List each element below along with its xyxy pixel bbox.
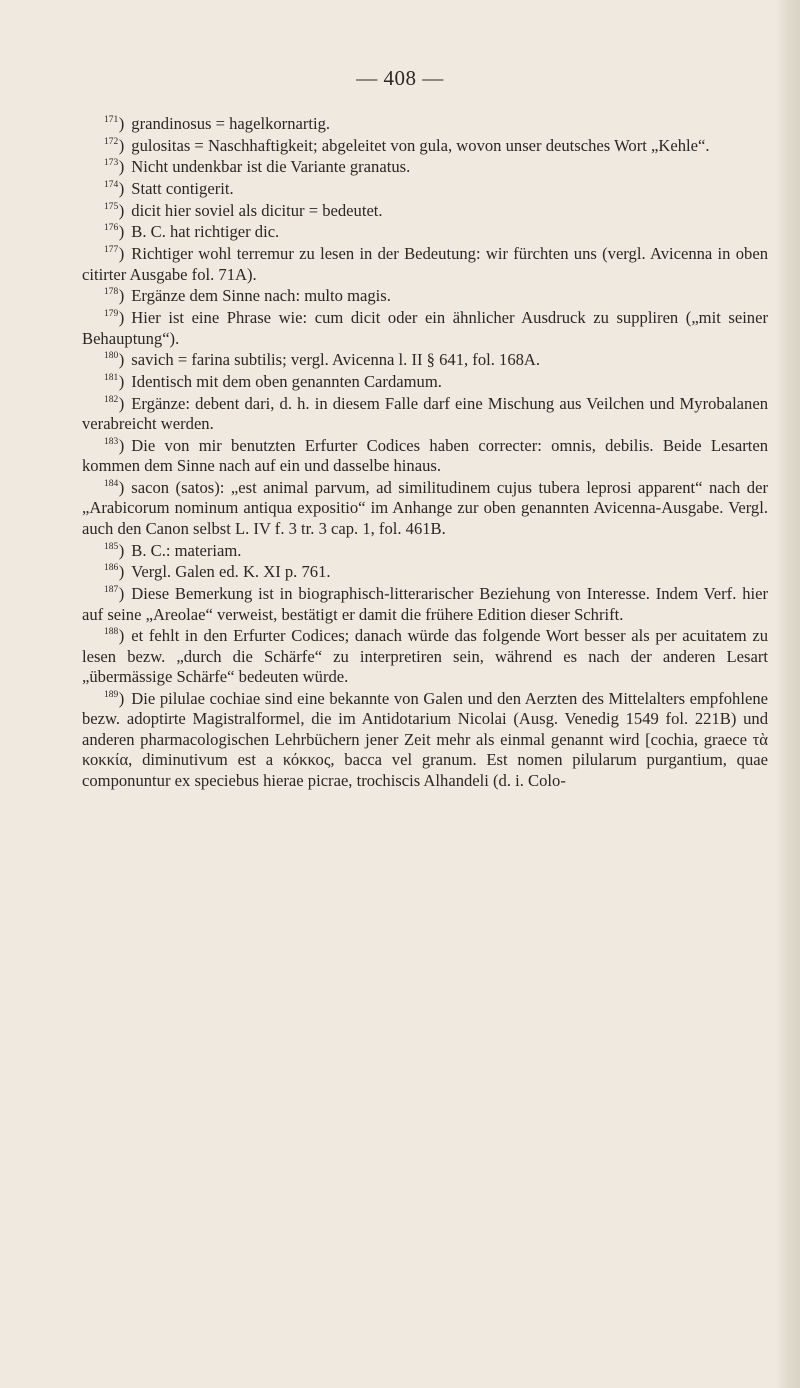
footnote-177: $^{177}$) Richtiger wohl terremur zu lesen in der Bedeutung: wir fürchten uns (vergl. Avicenna in oben citirter Ausgabe fol. 71A). bbox=[82, 244, 768, 284]
footnote-text: B. C.: materiam. bbox=[131, 540, 242, 560]
footnote-187: $^{187}$) Diese Bemerkung ist in biographisch-litterarischer Beziehung von Interesse. Indem Verf. hier auf seine „Areolae“ verweist, bestätigt er damit die frühere Edition dieser Schrift. bbox=[82, 584, 768, 624]
footnote-184: $^{184}$) sacon (satos): „est animal parvum, ad similitudinem cujus tubera leprosi apparent“ nach der „Arabicorum nominum antiqua expositio“ im Anhange zur oben genannten Avicenna-Ausgabe. Vergl. auch den Canon selbst L. IV f. 3 tr. 3 cap. 1, fol. 461B. bbox=[82, 477, 768, 538]
footnote-text: B. C. hat richtiger dic. bbox=[131, 222, 280, 242]
footnote-number: 174 bbox=[104, 180, 119, 191]
footnote-182: $^{182}$) Ergänze: debent dari, d. h. in diesem Falle darf eine Mischung aus Veilchen und Myrobalanen verabreicht werden. bbox=[82, 393, 768, 434]
footnote-number: 172 bbox=[104, 136, 119, 147]
footnote-180: $^{180}$) savich = farina subtilis; vergl. Avicenna l. II § 641, fol. 168A. bbox=[104, 350, 541, 370]
footnote-171: $^{171}$) grandinosus = hagelkornartig. bbox=[104, 114, 331, 133]
footnote-text: et fehlt in den Erfurter Codices; danach würde das folgende Wort besser als per acuitatem zu lesen bezw. „durch die Schärfe“ zu interpretiren sein, während es nach der anderen Lesart „übermässige Schärfe“ bedeuten würde. bbox=[82, 626, 768, 687]
footnote-text: Nicht undenkbar ist die Variante granatus. bbox=[131, 157, 411, 177]
page-number: — 408 — bbox=[356, 66, 444, 90]
footnote-number: 181 bbox=[104, 372, 119, 383]
footnote-174: $^{174}$) Statt contigerit. bbox=[104, 179, 234, 199]
footnote-number: 184 bbox=[104, 478, 119, 489]
footnote-number: 175 bbox=[104, 201, 119, 212]
footnote-number: 182 bbox=[104, 394, 119, 405]
footnote-173: $^{173}$) Nicht undenkbar ist die Variante granatus. bbox=[104, 157, 411, 177]
footnote-number: 186 bbox=[104, 563, 119, 574]
footnote-text: Statt contigerit. bbox=[131, 179, 234, 199]
footnote-number: 178 bbox=[104, 287, 119, 298]
footnote-number: 180 bbox=[104, 351, 119, 362]
footnote-186: $^{186}$) Vergl. Galen ed. K. XI p. 761. bbox=[104, 562, 331, 582]
footnote-text: sacon (satos): „est animal parvum, ad similitudinem cujus tubera leprosi apparent“ nach der „Arabicorum nominum antiqua expositio“ im Anhange zur oben genannten Avicenna-Ausgabe. Vergl. auch den Canon selbst L. IV f. 3 tr. 3 cap. 1, fol. 461B. bbox=[82, 477, 768, 538]
footnote-number: 183 bbox=[104, 436, 119, 447]
footnote-175: $^{175}$) dicit hier soviel als dicitur = bedeutet. bbox=[104, 200, 383, 220]
footnote-text: Ergänze dem Sinne nach: multo magis. bbox=[131, 286, 391, 306]
footnote-text: Hier ist eine Phrase wie: cum dicit oder ein ähnlicher Ausdruck zu suppliren („mit seiner Behauptung“). bbox=[82, 308, 768, 348]
footnote-number: 188 bbox=[104, 627, 119, 638]
footnote-text: dicit hier soviel als dicitur = bedeutet. bbox=[131, 200, 383, 220]
footnote-176: $^{176}$) B. C. hat richtiger dic. bbox=[104, 222, 280, 242]
footnote-number: 177 bbox=[104, 245, 119, 256]
footnotes-block bbox=[82, 114, 768, 793]
footnote-text: Ergänze: debent dari, d. h. in diesem Falle darf eine Mischung aus Veilchen und Myrobalanen verabreicht werden. bbox=[82, 393, 768, 434]
footnote-text: Identisch mit dem oben genannten Cardamum. bbox=[131, 371, 442, 391]
footnote-172: $^{172}$) gulositas = Naschhaftigkeit; abgeleitet von gula, wovon unser deutsches Wort „Kehle“. bbox=[104, 135, 710, 155]
footnote-183: $^{183}$) Die von mir benutzten Erfurter Codices haben correcter: omnis, debilis. Beide Lesarten kommen dem Sinne nach auf ein und dasselbe hinaus. bbox=[82, 435, 768, 476]
footnote-number: 173 bbox=[104, 158, 119, 169]
footnote-text: Richtiger wohl terremur zu lesen in der Bedeutung: wir fürchten uns (vergl. Avicenna in oben citirter Ausgabe fol. 71A). bbox=[82, 244, 768, 284]
footnote-text: Die pilulae cochiae sind eine bekannte von Galen und den Aerzten des Mittelalters empfohlene bezw. adoptirte Magistralformel, die im Antidotarium Nicolai (Ausg. Venedig 1549 fol. 221B) und anderen pharmacologischen Lehrbüchern jener Zeit mehr als einmal genannt wird [cochia, graece τὰ κοκκία, diminutivum est a κόκκος, bacca vel granum. Est nomen pilularum purgantium, quae componuntur ex speciebus hierae picrae, trochiscis Alhandeli (d. i. Colo- bbox=[82, 688, 768, 790]
footnote-179: $^{179}$) Hier ist eine Phrase wie: cum dicit oder ein ähnlicher Ausdruck zu suppliren („mit seiner Behauptung“). bbox=[82, 308, 768, 348]
footnote-181: $^{181}$) Identisch mit dem oben genannten Cardamum. bbox=[104, 371, 442, 391]
footnote-185: $^{185}$) B. C.: materiam. bbox=[104, 540, 242, 560]
footnote-number: 189 bbox=[104, 689, 119, 700]
footnote-number: 179 bbox=[104, 309, 119, 319]
footnote-number: 171 bbox=[104, 115, 119, 125]
footnote-number: 185 bbox=[104, 541, 119, 552]
footnote-text: grandinosus = hagelkornartig. bbox=[131, 114, 331, 133]
footnote-number: 176 bbox=[104, 223, 119, 234]
footnote-text: Vergl. Galen ed. K. XI p. 761. bbox=[131, 562, 331, 582]
footnote-178: $^{178}$) Ergänze dem Sinne nach: multo magis. bbox=[104, 286, 391, 306]
footnote-number: 187 bbox=[104, 585, 119, 595]
footnote-text: savich = farina subtilis; vergl. Avicenna l. II § 641, fol. 168A. bbox=[131, 350, 541, 370]
footnote-text: gulositas = Naschhaftigkeit; abgeleitet von gula, wovon unser deutsches Wort „Kehle“. bbox=[131, 135, 710, 155]
footnote-188: $^{188}$) et fehlt in den Erfurter Codices; danach würde das folgende Wort besser als per acuitatem zu lesen bezw. „durch die Schärfe“ zu interpretiren sein, während es nach der anderen Lesart „übermässige Schärfe“ bedeuten würde. bbox=[82, 626, 768, 687]
page-edge-shadow bbox=[776, 0, 800, 1388]
footnote-text: Die von mir benutzten Erfurter Codices haben correcter: omnis, debilis. Beide Lesarten kommen dem Sinne nach auf ein und dasselbe hinaus. bbox=[82, 435, 768, 476]
footnote-189: $^{189}$) Die pilulae cochiae sind eine bekannte von Galen und den Aerzten des Mittelalters empfohlene bezw. adoptirte Magistralformel, die im Antidotarium Nicolai (Ausg. Venedig 1549 fol. 221B) und anderen pharmacologischen Lehrbüchern jener Zeit mehr als einmal genannt wird [cochia, graece τὰ κοκκία, diminutivum est a κόκκος, bacca vel granum. Est nomen pilularum purgantium, quae componuntur ex speciebus hierae picrae, trochiscis Alhandeli (d. i. Colo- bbox=[82, 688, 768, 790]
footnote-text: Diese Bemerkung ist in biographisch-litterarischer Beziehung von Interesse. Indem Verf. hier auf seine „Areolae“ verweist, bestätigt er damit die frühere Edition dieser Schrift. bbox=[82, 584, 768, 624]
